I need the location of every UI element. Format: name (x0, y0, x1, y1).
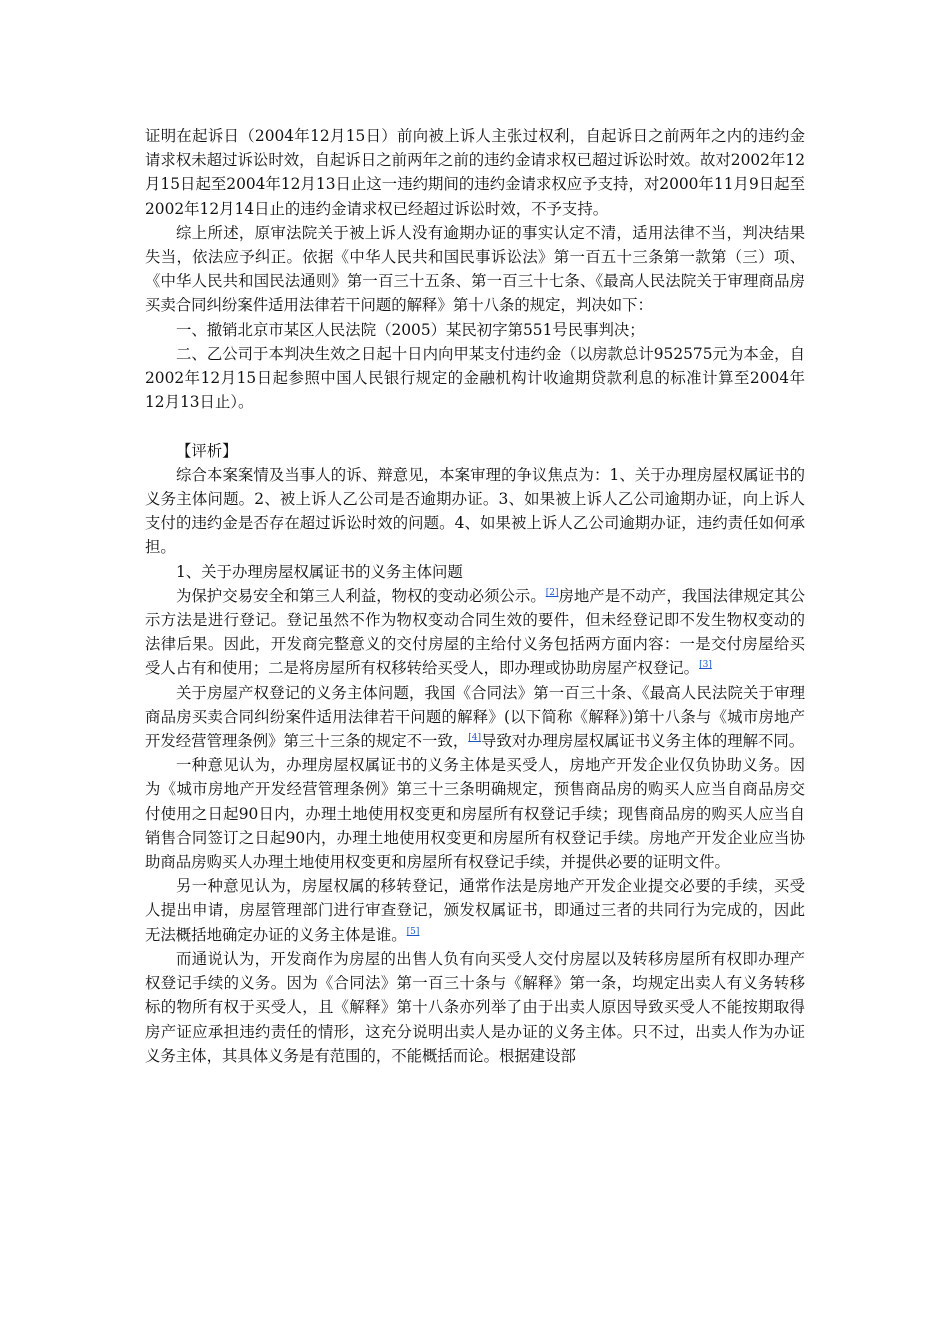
paragraph-dispute-focus: 综合本案案情及当事人的诉、辩意见，本案审理的争议焦点为：1、关于办理房屋权属证书的义务主体问题。2、被上诉人乙公司是否逾期办证。3、如果被上诉人乙公司逾期办证，向上诉人支付的违约金是否存在超过诉讼时效的问题。4、如果被上诉人乙公司逾期办证，违约责任如何承担。 (145, 465, 805, 557)
section-heading-1: 1、关于办理房屋权属证书的义务主体问题 (176, 562, 463, 581)
footnote-link[interactable]: [4] (468, 732, 481, 743)
paragraph-text: 房地产是不动产，我国法律规定其公示方法是进行登记。登记虽然不作为物权变动合同生效的要件，但未经登记即不发生物权变动的法律后果。因此，开发商完整意义的交付房屋的主给付义务包括两方面内容：一是交付房屋给买受人占有和使用；二是将房屋所有权移转给买受人，即办理或协助房屋产权登记。 (145, 586, 805, 678)
paragraph-statute-limitation: 证明在起诉日（2004年12月15日）前向被上诉人主张过权利，自起诉日之前两年之内的违约金请求权未超过诉讼时效，自起诉日之前两年之前的违约金请求权已超过诉讼时效。故对2002年12月15日起至2004年12月13日止这一违约期间的违约金请求权应予支持，对2000年11月9日起至2002年12月14日止的违约金请求权已经超过诉讼时效，不予支持。 (145, 127, 805, 218)
paragraph-general-view: 而通说认为，开发商作为房屋的出售人负有向买受人交付房屋以及转移房屋所有权即办理产权登记手续的义务。因为《合同法》第一百三十条与《解释》第一条，均规定出卖人有义务转移标的物所有权于买受人，且《解释》第十八条亦列举了由于出卖人原因导致买受人不能按期取得房产证应承担违约责任的情形，这充分说明出卖人是办证的义务主体。只不过，出卖人作为办证义务主体，其具体义务是有范围的，不能概括而论。根据建设部 (145, 949, 805, 1065)
paragraph-opinion-1: 一种意见认为，办理房屋权属证书的义务主体是买受人，房地产开发企业仅负协助义务。因为《城市房地产开发经营管理条例》第三十三条明确规定，预售商品房的购买人应当自商品房交付使用之日起90日内，办理土地使用权变更和房屋所有权登记手续；现售商品房的购买人应当自销售合同签订之日起90内，办理土地使用权变更和房屋所有权登记手续。房地产开发企业应当协助商品房购买人办理土地使用权变更和房屋所有权登记手续，并提供必要的证明文件。 (145, 756, 805, 872)
paragraph-text: 为保护交易安全和第三人利益，物权的变动必须公示。 (176, 586, 546, 605)
paragraph-opinion-2 (145, 874, 805, 947)
paragraph-registration-subject (145, 681, 805, 754)
footnote-link[interactable]: [2] (545, 587, 559, 598)
judgment-item-1: 一、撤销北京市某区人民法院（2005）某民初字第551号民事判决； (176, 320, 645, 339)
blank-line (145, 414, 805, 438)
footnote-link[interactable]: [5] (406, 926, 420, 937)
paragraph-publicity (145, 584, 805, 681)
paragraph-text: 关于房屋产权登记的义务主体问题，我国《合同法》第一百三十条、《最高人民法院关于审理商品房买卖合同纠纷案件适用法律若干问题的解释》(以下简称《解释》)第十八条与《城市房地产开发经营管理条例》第三十三条的规定不一致， (145, 683, 805, 751)
paragraph-conclusion: 综上所述，原审法院关于被上诉人没有逾期办证的事实认定不清，适用法律不当，判决结果失当，依法应予纠正。依据《中华人民共和国民事诉讼法》第一百五十三条第一款第（三）项、《中华人民共和国民法通则》第一百三十五条、第一百三十七条、《最高人民法院关于审理商品房买卖合同纠纷案件适用法律若干问题的解释》第十八条的规定，判决如下： (145, 223, 805, 315)
analysis-heading: 【评析】 (176, 441, 238, 460)
footnote-link[interactable]: [3] (699, 660, 712, 671)
document-page (145, 124, 805, 1068)
judgment-item-2: 二、乙公司于本判决生效之日起十日内向甲某支付违约金（以房款总计952575元为本金，自2002年12月15日起参照中国人民银行规定的金融机构计收逾期贷款利息的标准计算至2004年12月13日止）。 (145, 344, 805, 412)
paragraph-text: 另一种意见认为，房屋权属的移转登记，通常作法是房地产开发企业提交必要的手续，买受人提出申请，房屋管理部门进行审查登记，颁发权属证书，即通过三者的共同行为完成的，因此无法概括地确定办证的义务主体是谁。 (145, 877, 805, 944)
paragraph-text: 导致对办理房屋权属证书义务主体的理解不同。 (480, 732, 805, 751)
